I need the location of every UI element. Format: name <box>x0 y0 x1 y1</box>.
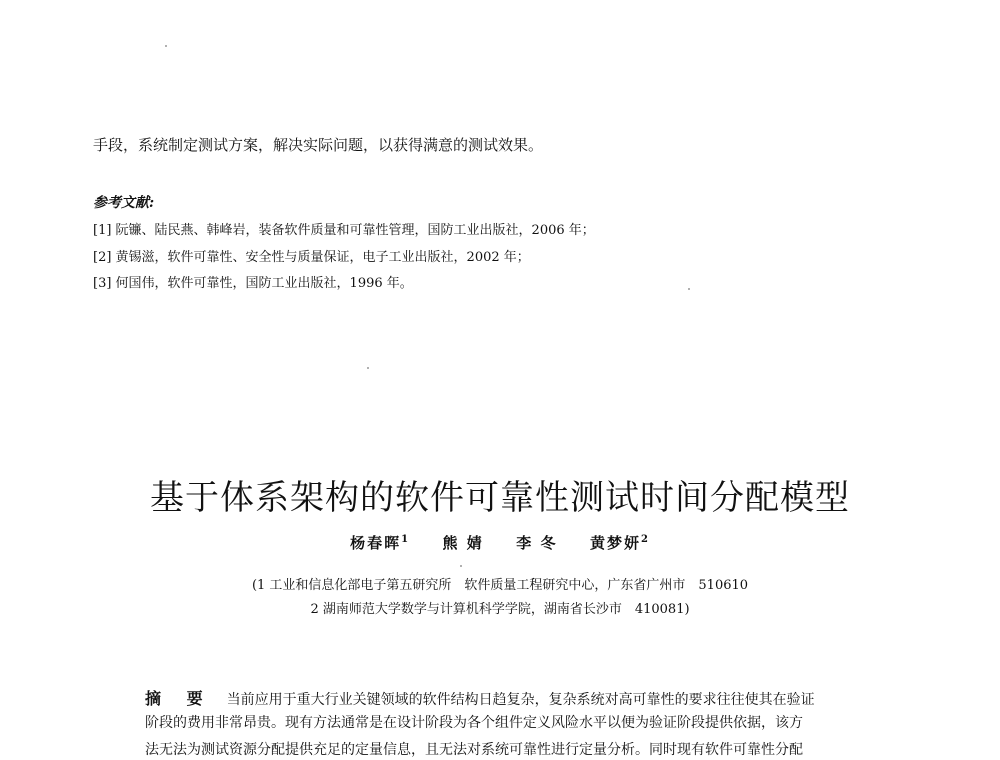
abstract-line <box>145 686 863 709</box>
abstract-line: 法无法为测试资源分配提供充足的定量信息，且无法对系统可靠性进行定量分析。同时现有软件可靠性分配 <box>145 742 803 758</box>
scan-speck <box>688 288 690 290</box>
reference-item: [1] 阮镰、陆民燕、韩峰岩，装备软件质量和可靠性管理，国防工业出版社，2006 年； <box>93 223 595 238</box>
reference-item: [2] 黄锡滋，软件可靠性、安全性与质量保证，电子工业出版社，2002 年； <box>93 250 530 265</box>
abstract-text: 当前应用于重大行业关键领域的软件结构日趋复杂，复杂系统对高可靠性的要求往往使其在验证 <box>226 692 815 708</box>
author-name: 杨春晖 <box>350 534 402 552</box>
references-heading: 参考文献: <box>93 195 155 211</box>
author-name: 李 冬 <box>516 534 558 552</box>
scan-speck <box>460 565 462 567</box>
author-affiliation-mark: 2 <box>640 534 650 545</box>
author-name: 黄梦妍 <box>589 534 641 552</box>
abstract-label: 摘 要 <box>145 689 213 708</box>
scan-speck <box>165 45 167 47</box>
abstract-line: 阶段的费用非常昂贵。现有方法通常是在设计阶段为各个组件定义风险水平以便为验证阶段提供依据，该方 <box>145 715 803 731</box>
author-list <box>0 532 1000 553</box>
paper-title: 基于体系架构的软件可靠性测试时间分配模型 <box>150 478 850 518</box>
reference-item: [3] 何国伟，软件可靠性，国防工业出版社，1996 年。 <box>93 276 413 291</box>
scan-speck <box>367 367 369 369</box>
affiliation-line: (1 工业和信息化部电子第五研究所 软件质量工程研究中心，广东省广州市 510610 <box>251 578 749 593</box>
author-name: 熊 婧 <box>442 534 484 552</box>
author-affiliation-mark: 1 <box>401 534 411 545</box>
body-continuation-text: 手段，系统制定测试方案，解决实际问题，以获得满意的测试效果。 <box>93 136 544 154</box>
affiliation-line: 2 湖南师范大学数学与计算机科学学院，湖南省长沙市 410081) <box>310 602 690 617</box>
